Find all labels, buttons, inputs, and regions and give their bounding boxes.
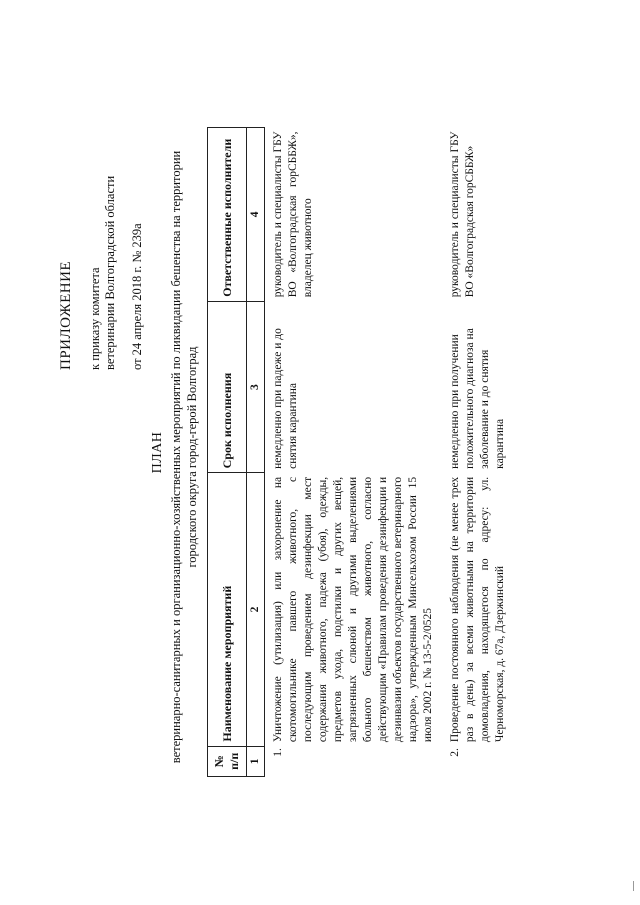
- row-term: немедленно при получении положительного диагноза на заболевание и до снятия карантина: [449, 328, 506, 469]
- column-number: 2: [247, 473, 265, 746]
- table-row: [442, 128, 514, 777]
- appendix-committee-line: ветеринарии Волгоградской области: [103, 175, 117, 370]
- row-measure: Проведение постоянного наблюдения (не менее трех раз в день) за всеми животными на территории домовладения, находящегося по адресу: ул. Черноморская, д. 67а, Дзержинский: [449, 476, 506, 743]
- plan-title: ПЛАН: [150, 431, 165, 474]
- header-measures: Наименование мероприятий: [208, 473, 247, 746]
- column-number: 3: [247, 301, 265, 473]
- scan-margin-mark: [633, 881, 634, 891]
- row-number: 2.: [449, 748, 461, 757]
- header-responsible: Ответственные исполнители: [208, 128, 247, 302]
- appendix-order-line: к приказу комитета: [88, 267, 102, 370]
- plan-subtitle: ветеринарно-санитарных и организационно-хозяйственных мероприятий по ликвидации бешенства на территории городского округа город-герой Волгоград: [169, 150, 199, 764]
- appendix-title: ПРИЛОЖЕНИЕ: [58, 260, 74, 370]
- row-number: 1.: [272, 748, 284, 757]
- row-term: немедленно при падеже и до снятия карантина: [272, 328, 299, 469]
- row-responsible: руководитель и специалисты ГБУ ВО «Волгоградская горСББЖ»: [449, 131, 476, 298]
- table-header-row: [208, 128, 247, 777]
- table-row: [265, 128, 443, 777]
- column-number: 1: [247, 746, 265, 776]
- header-term: Срок исполнения: [208, 301, 247, 473]
- plan-table: [207, 127, 514, 777]
- header-number: № п/п: [208, 746, 247, 776]
- row-responsible: руководитель и специалисты ГБУ ВО «Волгоградская горСББЖ», владелец животного: [272, 131, 314, 298]
- column-number: 4: [247, 128, 265, 302]
- row-measure: Уничтожение (утилизация) или захоронение на скотомогильнике павшего животного, с последующим проведением дезинфекции мест содержания животного, падежа (убоя), одежды, предметов ухода, подстилки и других вещей, загрязненных слюной и другими выделениями больного бешенством животного, согласно действующим «Правилам проведения дезинфекции и дезинвазии объектов государственного ветеринарного надзора», утвержденным Минсельхозом России 15 июля 2002 г. № 13-5-2/0525: [272, 476, 434, 743]
- column-number-row: [247, 128, 265, 777]
- appendix-date-line: от 24 апреля 2018 г. № 239а: [130, 223, 144, 370]
